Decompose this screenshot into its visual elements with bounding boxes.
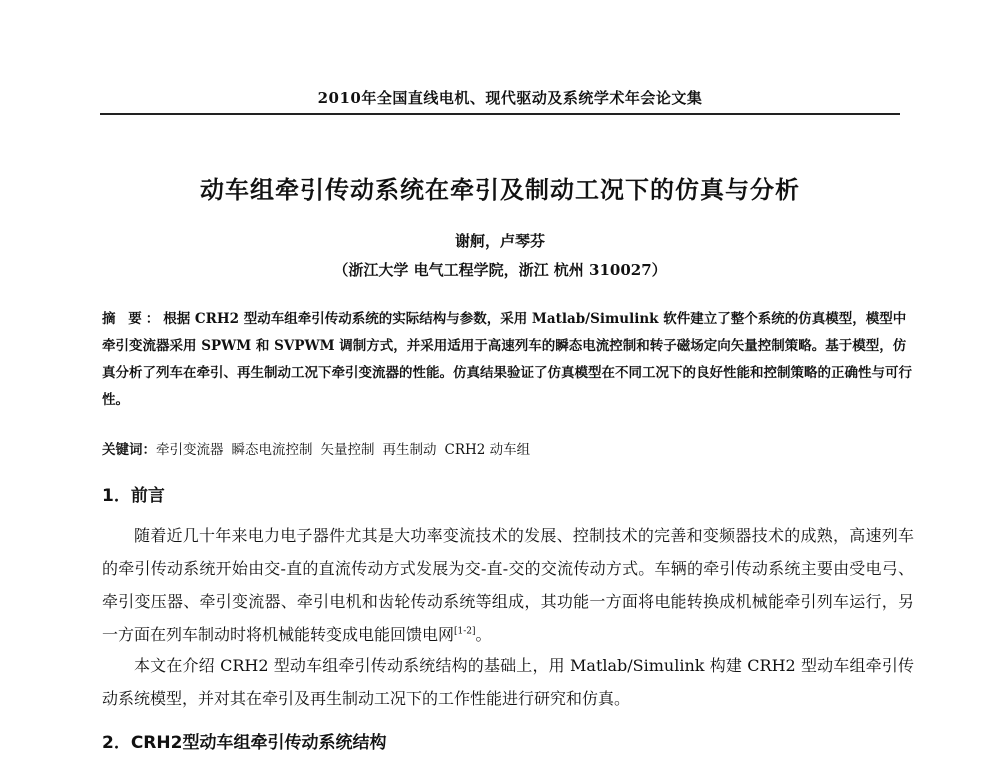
paragraph-text: 本文在介绍 CRH2 型动车组牵引传动系统结构的基础上，用 Matlab/Simulink 构建 CRH2 型动车组牵引传动系统模型，并对其在牵引及再生制动工况下的工作性能进行研究和仿真。 (102, 656, 914, 708)
paragraph-end: 。 (475, 625, 492, 644)
keyword: CRH2 动车组 (444, 442, 531, 458)
paper-title: 动车组牵引传动系统在牵引及制动工况下的仿真与分析 (200, 176, 800, 204)
paper-authors: 谢舸，卢琴芬 (454, 232, 545, 250)
abstract-text: 根据 CRH2 型动车组牵引传动系统的实际结构与参数，采用 Matlab/Simulink 软件建立了整个系统的仿真模型，模型中牵引变流器采用 SPWM 和 SVPWM 调制方式，并采用适用于高速列车的瞬态电流控制和转子磁场定向矢量控制策略。基于模型，仿真分析了列车在牵引、再生制动工况下牵引变流器的性能。仿真结果验证了仿真模型在不同工况下的良好性能和控制策略的正确性与可行性。 (102, 311, 912, 408)
keyword: 再生制动 (382, 442, 437, 458)
keyword: 矢量控制 (320, 442, 375, 458)
body-paragraph (102, 649, 914, 715)
paper-affiliation: （浙江大学 电气工程学院，浙江 杭州 310027） (333, 261, 667, 279)
section-heading-introduction: 1．前言 (102, 486, 165, 506)
header-rule (100, 113, 900, 115)
section-heading-structure: 2．CRH2型动车组牵引传动系统结构 (102, 733, 387, 753)
citation: [1-2] (454, 626, 476, 637)
abstract-label: 摘 要： (102, 311, 164, 327)
keyword: 牵引变流器 (156, 442, 224, 458)
keyword: 瞬态电流控制 (231, 442, 313, 458)
running-header: 2010年全国直线电机、现代驱动及系统学术年会论文集 (317, 89, 703, 107)
paragraph-text: 随着近几十年来电力电子器件尤其是大功率变流技术的发展、控制技术的完善和变频器技术的成熟，高速列车的牵引传动系统开始由交-直的直流传动方式发展为交-直-交的交流传动方式。车辆的牵引传动系统主要由受电弓、牵引变压器、牵引变流器、牵引电机和齿轮传动系统等组成，其功能一方面将电能转换成机械能牵引列车运行，另一方面在列车制动时将机械能转变成电能回馈电网 (102, 526, 914, 644)
keywords (102, 440, 914, 460)
keywords-label: 关键词： (102, 442, 156, 458)
abstract (102, 306, 914, 414)
body-paragraph (102, 519, 914, 651)
